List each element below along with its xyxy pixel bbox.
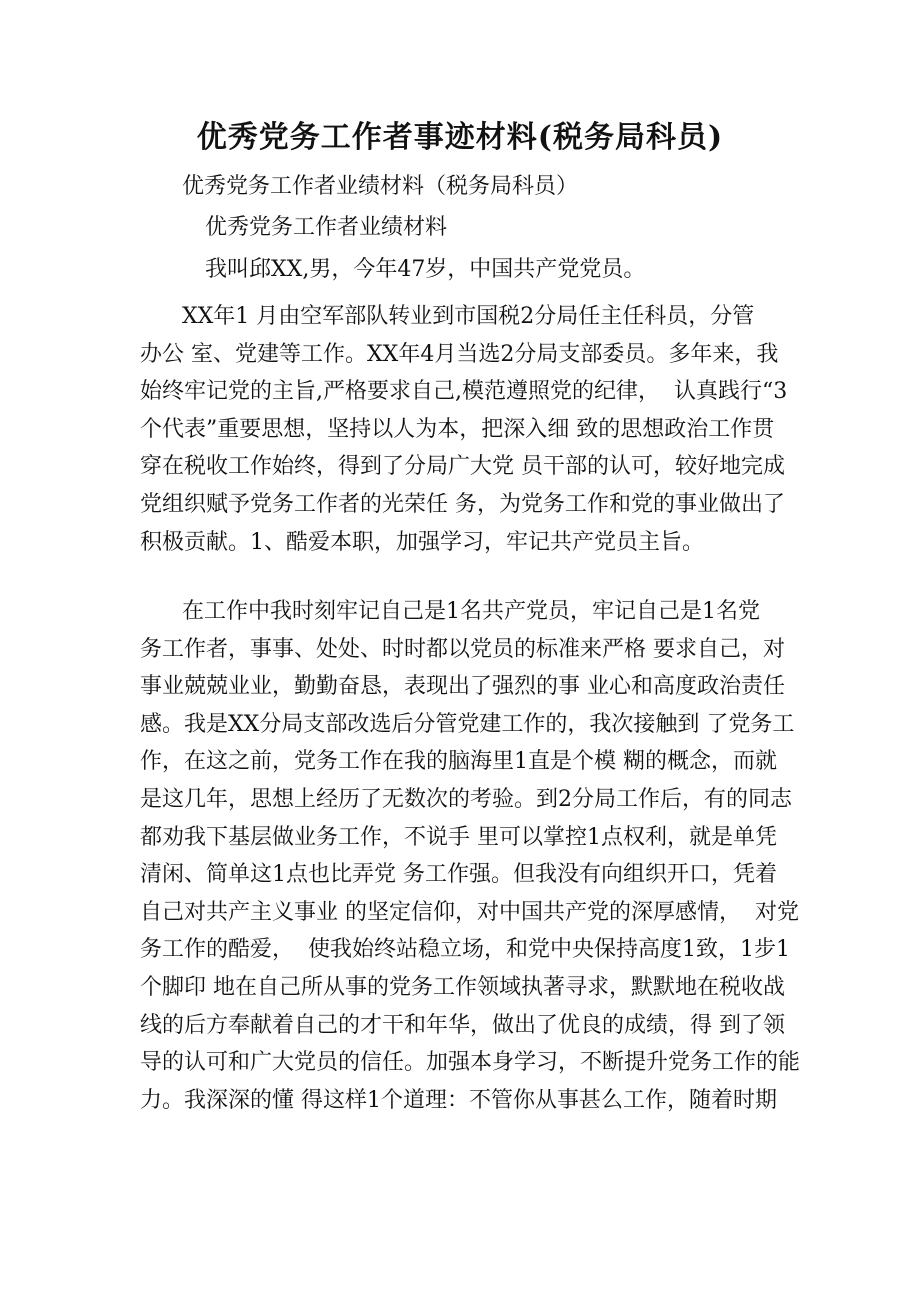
paragraph-line: 自己对共产主义事业 的坚定信仰，对中国共产党的深厚感情， 对党 xyxy=(140,899,799,925)
paragraph-line: 党组织赋予党务工作者的光荣任 务，为党务工作和党的事业做出了 xyxy=(140,491,785,517)
paragraph-line: 务工作者，事事、处处、时时都以党员的标准来严格 要求自己，对 xyxy=(140,636,785,662)
paragraph-line: 在工作中我时刻牢记自己是1名共产党员，牢记自己是1名党 xyxy=(140,599,760,624)
paragraph-line: 是这几年，思想上经历了无数次的考验。到2分局工作后，有的同志 xyxy=(140,786,792,812)
paragraph-line: 务工作的酷爱， 使我始终站稳立场，和党中央保持高度1致，1步1 xyxy=(140,937,790,963)
paragraph-line: 清闲、简单这1点也比弄党 务工作强。但我没有向组织开口，凭着 xyxy=(140,862,777,888)
paragraph-line: 感。我是XX分局支部改选后分管党建工作的，我次接触到 了党务工 xyxy=(140,711,795,737)
paragraph-line: 个脚印 地在自己所从事的党务工作领域执著寻求，默默地在税收战 xyxy=(140,974,785,1000)
document-title: 优秀党务工作者事迹材料(税务局科员) xyxy=(196,120,724,155)
paragraph-line: XX年1 月由空军部队转业到市国税2分局任主任科员，分管 xyxy=(140,304,755,329)
paragraph-1 xyxy=(140,298,788,561)
document-subtitle: 优秀党务工作者业绩材料（税务局科员） xyxy=(182,174,579,199)
paragraph-line: 都劝我下基层做业务工作，不说手 里可以掌控1点权利，就是单凭 xyxy=(140,824,777,850)
paragraph-line: 穿在税收工作始终，得到了分局广大党 员干部的认可，较好地完成 xyxy=(140,454,785,480)
intro-line: 我叫邱XX,男，今年47岁，中国共产党党员。 xyxy=(205,257,646,282)
paragraph-line: 事业兢兢业业，勤勤奋恳，表现出了强烈的事 业心和高度政治责任 xyxy=(140,674,785,700)
paragraph-line: 个代表”重要思想，坚持以人为本，把深入细 致的思想政治工作贯 xyxy=(140,416,775,442)
paragraph-line: 线的后方奉献着自己的才干和年华，做出了优良的成绩，得 到了领 xyxy=(140,1012,785,1038)
paragraph-line: 积极贡献。1、酷爱本职，加强学习，牢记共产党员主旨。 xyxy=(140,529,704,555)
document-subtitle-2: 优秀党务工作者业绩材料 xyxy=(205,215,448,240)
paragraph-line: 作，在这之前，党务工作在我的脑海里1直是个模 糊的概念，而就 xyxy=(140,749,777,775)
paragraph-2 xyxy=(140,593,801,1119)
paragraph-line: 始终牢记党的主旨,严格要求自己,模范遵照党的纪律， 认真践行“3 xyxy=(140,379,788,405)
paragraph-line: 导的认可和广大党员的信任。加强本身学习，不断提升党务工作的能 xyxy=(140,1050,801,1076)
paragraph-line: 办公 室、党建等工作。XX年4月当选2分局支部委员。多年来，我 xyxy=(140,341,779,367)
paragraph-line: 力。我深深的懂 得这样1个道理：不管你从事甚么工作，随着时期 xyxy=(140,1087,777,1113)
